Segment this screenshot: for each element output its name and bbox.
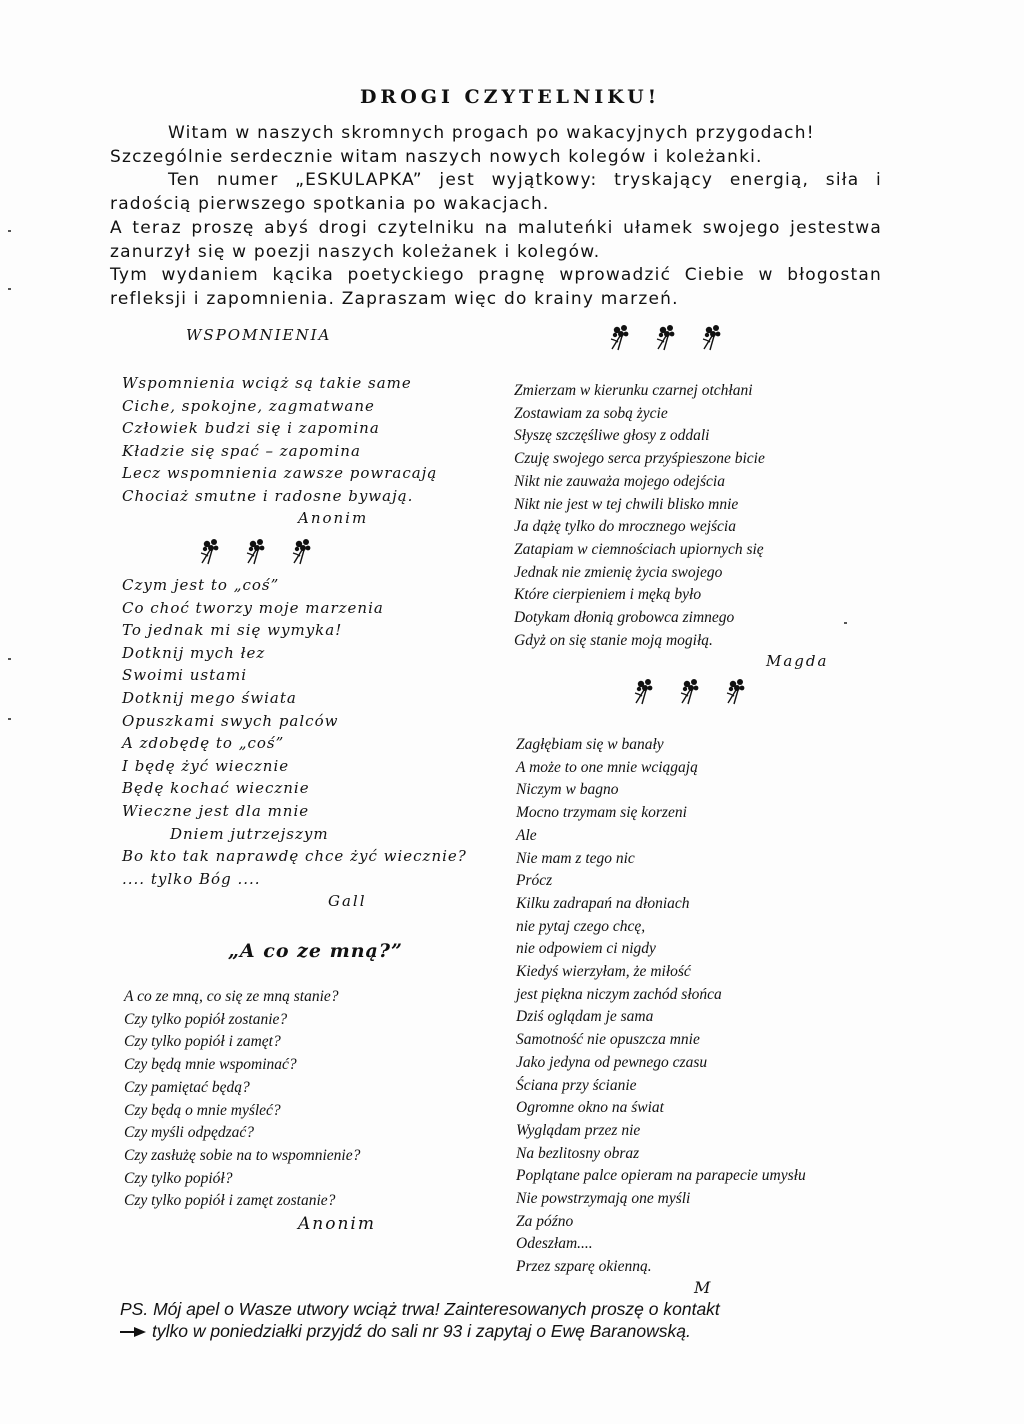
intro-paragraph: A teraz proszę abyś drogi czytelniku na maluteńki ułamek swojego jestestwa zanurzył się w poezji naszych koleżanek i kolegów. bbox=[110, 217, 882, 262]
poem-line: .... tylko Bóg .... bbox=[122, 869, 261, 888]
poem-line: Czy będą mnie wspominać? bbox=[124, 1056, 297, 1074]
poem-line: jest piękna niczym zachód słońca bbox=[516, 985, 722, 1003]
poem1-body bbox=[122, 372, 437, 508]
poem-line: Dotykam dłonią grobowca zimnego bbox=[514, 609, 735, 627]
poem-line: Czy tylko popiół zostanie? bbox=[124, 1010, 288, 1028]
poem-line: Jako jedyna od pewnego czasu bbox=[516, 1053, 708, 1071]
poem-line: Niczym w bagno bbox=[516, 781, 619, 799]
poem-line: Kilku zadrapań na dłoniach bbox=[516, 894, 690, 912]
poem-line: Na bezlitosny obraz bbox=[516, 1144, 640, 1162]
poem-line: Dotknij mego świata bbox=[122, 688, 297, 707]
poem-line: Słyszę szczęśliwe głosy z oddali bbox=[514, 427, 710, 445]
poem-line: Ja dążę tylko do mrocznego wejścia bbox=[514, 518, 736, 536]
poem-line: Swoimi ustami bbox=[122, 666, 248, 685]
poem-line: Jednak nie zmienię życia swojego bbox=[514, 563, 723, 581]
flower-bouquet-icon bbox=[676, 676, 704, 706]
poem-line: Odeszłam.... bbox=[516, 1235, 593, 1253]
poem-line: A co ze mną, co się ze mną stanie? bbox=[124, 988, 339, 1005]
poem-line: Czy tylko popiół i zamęt? bbox=[124, 1033, 281, 1051]
poem2-body bbox=[122, 574, 467, 890]
poem3-body bbox=[124, 986, 360, 1213]
poem-line: Nie powstrzymają one myśli bbox=[516, 1190, 691, 1208]
poem-line: Przez szparę okienną. bbox=[516, 1258, 652, 1276]
poem-line: Chociaż smutne i radosne bywają. bbox=[122, 486, 414, 505]
poem-line: Wyglądam przez nie bbox=[516, 1121, 641, 1139]
poem-line: Zostawiam za sobą życie bbox=[514, 404, 668, 422]
scan-speck bbox=[844, 622, 847, 624]
poem-line: Czy tylko popiół i zamęt zostanie? bbox=[124, 1192, 336, 1210]
poem-line: Nikt nie jest w tej chwili blisko mnie bbox=[514, 495, 739, 513]
poem-line: Nikt nie zauważa mojego odejścia bbox=[514, 472, 725, 490]
intro-letter bbox=[110, 122, 882, 312]
poem1-title: WSPOMNIENIA bbox=[186, 326, 332, 344]
poem-line: Samotność nie opuszcza mnie bbox=[516, 1031, 700, 1049]
scan-speck bbox=[8, 230, 11, 232]
flower-bouquet-icon bbox=[652, 322, 680, 352]
poem-line: Ogromne okno na świat bbox=[516, 1099, 664, 1117]
poem-line: nie pytaj czego chcę, bbox=[516, 917, 646, 935]
poem-line: Dziś oglądam je sama bbox=[516, 1008, 654, 1026]
poem-line: Ściana przy ścianie bbox=[516, 1076, 637, 1094]
poem-line: Które cierpieniem i męką było bbox=[514, 586, 702, 604]
poem2-author: Gall bbox=[328, 892, 367, 910]
poem-line: Ale bbox=[516, 826, 537, 844]
flower-divider bbox=[606, 322, 726, 352]
poem-line: Czy zasłużę sobie na to wspomnienie? bbox=[124, 1146, 361, 1164]
poem-line: Zmierzam w kierunku czarnej otchłani bbox=[514, 382, 753, 399]
flower-bouquet-icon bbox=[196, 536, 224, 566]
postscript bbox=[120, 1298, 900, 1342]
poem-line: Dniem jutrzejszym bbox=[170, 824, 329, 843]
poem1-author: Anonim bbox=[298, 509, 369, 527]
poem-line: Zagłębiam się w banały bbox=[516, 736, 664, 753]
poem-line: Dotknij mych łez bbox=[122, 643, 266, 662]
poem-line: Bo kto tak naprawdę chce żyć wiecznie? bbox=[122, 847, 467, 866]
page-title: DROGI CZYTELNIKU! bbox=[359, 86, 661, 108]
intro-paragraph: Szczególnie serdecznie witam naszych nowych kolegów i koleżanki. bbox=[110, 146, 763, 167]
poem-line: Czy pamiętać będą? bbox=[124, 1078, 250, 1096]
poem-line: Będę kochać wiecznie bbox=[122, 779, 310, 798]
poem-line: Czy myśli odpędzać? bbox=[124, 1124, 255, 1142]
poem-line: Wieczne jest dla mnie bbox=[122, 801, 310, 820]
poem-line: I będę żyć wiecznie bbox=[122, 756, 290, 775]
poem4-author: Magda bbox=[766, 652, 829, 670]
poem-line: Kiedyś wierzyłam, że miłość bbox=[516, 963, 691, 981]
scan-speck bbox=[8, 288, 11, 290]
flower-bouquet-icon bbox=[698, 322, 726, 352]
poem-line: Ciche, spokojne, zagmatwane bbox=[122, 396, 375, 415]
poem5-author: M bbox=[694, 1278, 713, 1297]
poem3-author: Anonim bbox=[298, 1214, 376, 1234]
flower-bouquet-icon bbox=[288, 536, 316, 566]
flower-bouquet-icon bbox=[722, 676, 750, 706]
intro-paragraph: Witam w naszych skromnych progach po wakacyjnych przygodach! bbox=[168, 123, 815, 143]
poem-line: Opuszkami swych palców bbox=[122, 711, 339, 730]
poem-line: To jednak mi się wymyka! bbox=[122, 621, 343, 640]
postscript-line-2 bbox=[120, 1320, 900, 1342]
flower-divider bbox=[196, 536, 316, 566]
flower-bouquet-icon bbox=[630, 676, 658, 706]
scan-speck bbox=[8, 658, 11, 660]
poem-line: Człowiek budzi się i zapomina bbox=[122, 419, 380, 438]
intro-paragraph: Tym wydaniem kącika poetyckiego pragnę wprowadzić Ciebie w błogostan refleksji i zapomnienia. Zapraszam więc do krainy marzeń. bbox=[110, 265, 882, 309]
poem-line: Wspomnienia wciąż są takie same bbox=[122, 374, 412, 392]
poem-line: A zdobędę to „coś” bbox=[122, 734, 285, 753]
poem-line: Nie mam z tego nic bbox=[516, 849, 635, 867]
poem-line: Gdyż on się stanie moją mogiłą. bbox=[514, 631, 713, 649]
flower-divider bbox=[630, 676, 750, 706]
arrow-right-icon bbox=[120, 1326, 146, 1338]
poem-line: Czy będą o mnie myśleć? bbox=[124, 1101, 281, 1119]
intro-paragraph: Ten numer „ESKULAPKA” jest wyjątkowy: tryskający energią, siła i radością pierwszego spotkania po wakacjach. bbox=[110, 170, 882, 215]
poem3-title: „A co ze mną?” bbox=[228, 940, 403, 962]
poem-line: Lecz wspomnienia zawsze powracają bbox=[122, 464, 438, 483]
poem-line: Mocno trzymam się korzeni bbox=[516, 804, 687, 822]
poem-line: nie odpowiem ci nigdy bbox=[516, 940, 656, 958]
flower-bouquet-icon bbox=[242, 536, 270, 566]
poem-line: Czy tylko popiół? bbox=[124, 1169, 233, 1187]
poem-line: Poplątane palce opieram na parapecie umysłu bbox=[516, 1167, 806, 1185]
poem-line: A może to one mnie wciągają bbox=[516, 758, 698, 776]
postscript-text: tylko w poniedziałki przyjdź do sali nr 93 i zapytaj o Ewę Baranowską. bbox=[152, 1321, 691, 1341]
poem-line: Zatapiam w ciemnościach upiornych się bbox=[514, 540, 764, 558]
poem-line: Czuję swojego serca przyśpieszone bicie bbox=[514, 450, 765, 468]
flower-bouquet-icon bbox=[606, 322, 634, 352]
poem4-body bbox=[514, 380, 765, 652]
poem-line: Prócz bbox=[516, 872, 553, 890]
postscript-line: PS. Mój apel o Wasze utwory wciąż trwa! Zainteresowanych proszę o kontakt bbox=[120, 1299, 720, 1319]
poem-line: Za późno bbox=[516, 1212, 574, 1230]
poem-line: Co choć tworzy moje marzenia bbox=[122, 598, 384, 617]
poem5-body bbox=[516, 734, 806, 1279]
poem-line: Czym jest to „coś” bbox=[122, 576, 280, 594]
scan-speck bbox=[8, 718, 11, 720]
poem-line: Kładzie się spać – zapomina bbox=[122, 441, 361, 460]
